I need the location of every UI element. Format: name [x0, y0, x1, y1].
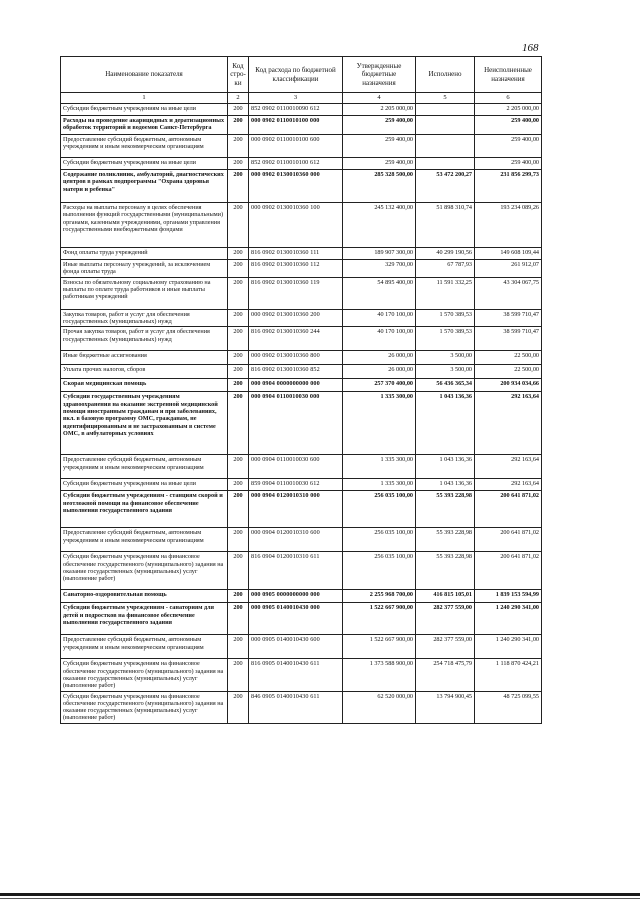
row-expense-code-cell: 816 0902 0130010360 112 — [249, 260, 343, 278]
row-approved-cell: 256 035 100,00 — [343, 528, 416, 552]
row-approved-cell: 256 035 100,00 — [343, 552, 416, 590]
column-number: 5 — [416, 93, 475, 104]
row-executed-cell: 55 393 228,98 — [416, 491, 475, 528]
row-name-cell: Содержание поликлиник, амбулаторий, диагностических центров в рамках подпрограммы "Охрана здоровья матери и ребенка" — [61, 170, 228, 203]
row-expense-code-cell: 000 0902 0110010100 600 — [249, 135, 343, 158]
row-line-code-cell: 200 — [228, 203, 249, 248]
row-approved-cell: 256 035 100,00 — [343, 491, 416, 528]
row-expense-code-cell: 000 0902 0130010360 200 — [249, 309, 343, 327]
row-line-code-cell: 200 — [228, 158, 249, 170]
row-expense-code-cell: 816 0905 0140010430 611 — [249, 659, 343, 691]
table-body — [61, 104, 542, 724]
row-line-code-cell: 200 — [228, 248, 249, 260]
row-unexecuted-cell: 22 500,00 — [475, 365, 542, 379]
table-row — [61, 327, 542, 351]
row-expense-code-cell: 859 0904 0110010030 612 — [249, 479, 343, 491]
row-executed-cell: 40 299 190,56 — [416, 248, 475, 260]
row-expense-code-cell: 000 0904 0110010030 000 — [249, 392, 343, 455]
row-expense-code-cell: 816 0902 0130010360 119 — [249, 277, 343, 309]
row-name-cell: Иные бюджетные ассигнования — [61, 351, 228, 365]
row-executed-cell: 55 393 228,98 — [416, 528, 475, 552]
row-expense-code-cell: 000 0905 0140010430 000 — [249, 603, 343, 635]
row-name-cell: Предоставление субсидий бюджетным, автономным учреждениям и иным некоммерческим организациям — [61, 455, 228, 479]
row-approved-cell: 1 522 667 900,00 — [343, 603, 416, 635]
row-executed-cell: 282 377 559,00 — [416, 635, 475, 659]
row-line-code-cell: 200 — [228, 365, 249, 379]
row-name-cell: Предоставление субсидий бюджетным, автономным учреждениям и иным некоммерческим организациям — [61, 135, 228, 158]
row-line-code-cell: 200 — [228, 135, 249, 158]
table-row — [61, 104, 542, 116]
row-expense-code-cell: 000 0902 0130010360 100 — [249, 203, 343, 248]
header-executed: Исполнено — [416, 57, 475, 93]
row-executed-cell: 1 570 389,53 — [416, 327, 475, 351]
row-line-code-cell: 200 — [228, 309, 249, 327]
row-unexecuted-cell: 38 599 710,47 — [475, 309, 542, 327]
row-executed-cell: 3 500,00 — [416, 365, 475, 379]
row-unexecuted-cell: 1 839 153 594,99 — [475, 590, 542, 603]
row-name-cell: Иные выплаты персоналу учреждений, за исключением фонда оплаты труда — [61, 260, 228, 278]
row-executed-cell: 55 393 228,98 — [416, 552, 475, 590]
row-unexecuted-cell: 200 641 871,02 — [475, 552, 542, 590]
table-row — [61, 659, 542, 691]
row-expense-code-cell: 000 0905 0000000000 000 — [249, 590, 343, 603]
row-line-code-cell: 200 — [228, 277, 249, 309]
row-unexecuted-cell: 231 856 299,73 — [475, 170, 542, 203]
row-line-code-cell: 200 — [228, 351, 249, 365]
column-number: 3 — [249, 93, 343, 104]
row-executed-cell: 11 591 332,25 — [416, 277, 475, 309]
row-approved-cell: 62 520 000,00 — [343, 691, 416, 723]
row-line-code-cell: 200 — [228, 691, 249, 723]
header-approved: Утвержденные бюджетные назначения — [343, 57, 416, 93]
row-unexecuted-cell: 2 205 000,00 — [475, 104, 542, 116]
row-line-code-cell: 200 — [228, 392, 249, 455]
row-name-cell: Субсидии бюджетным учреждениям на финансовое обеспечение государственного (муниципального) задания на оказание государственных (муниципальных) услуг (выполнение работ) — [61, 659, 228, 691]
row-expense-code-cell: 000 0902 0130010360 000 — [249, 170, 343, 203]
row-executed-cell: 1 043 136,36 — [416, 455, 475, 479]
table-row — [61, 277, 542, 309]
row-unexecuted-cell: 200 934 034,66 — [475, 379, 542, 392]
row-expense-code-cell: 000 0904 0110010030 600 — [249, 455, 343, 479]
row-name-cell: Субсидии бюджетным учреждениям на финансовое обеспечение государственного (муниципального) задания на оказание государственных (муниципальных) услуг (выполнение работ) — [61, 552, 228, 590]
table-row — [61, 455, 542, 479]
row-unexecuted-cell: 292 163,64 — [475, 392, 542, 455]
row-name-cell: Субсидии бюджетным учреждениям на финансовое обеспечение государственного (муниципального) задания на оказание государственных (муниципальных) услуг (выполнение работ) — [61, 691, 228, 723]
row-line-code-cell: 200 — [228, 104, 249, 116]
row-executed-cell: 13 794 900,45 — [416, 691, 475, 723]
column-number: 1 — [61, 93, 228, 104]
row-approved-cell: 1 335 300,00 — [343, 479, 416, 491]
page-bottom-edge-line — [0, 898, 640, 899]
row-unexecuted-cell: 193 234 089,26 — [475, 203, 542, 248]
row-executed-cell — [416, 135, 475, 158]
row-executed-cell: 1 043 136,36 — [416, 479, 475, 491]
row-expense-code-cell: 000 0902 0110010100 000 — [249, 116, 343, 135]
row-line-code-cell: 200 — [228, 590, 249, 603]
row-executed-cell: 67 787,93 — [416, 260, 475, 278]
table-row — [61, 158, 542, 170]
row-name-cell: Субсидии бюджетным учреждениям - санаториям для детей и подростков на финансовое обеспечение выполнения государственного задания — [61, 603, 228, 635]
row-executed-cell: 416 815 105,01 — [416, 590, 475, 603]
row-unexecuted-cell: 200 641 871,02 — [475, 491, 542, 528]
row-name-cell: Санаторно-оздоровительная помощь — [61, 590, 228, 603]
row-line-code-cell: 200 — [228, 491, 249, 528]
row-approved-cell: 245 132 400,00 — [343, 203, 416, 248]
row-line-code-cell: 200 — [228, 170, 249, 203]
row-line-code-cell: 200 — [228, 635, 249, 659]
row-expense-code-cell: 816 0902 0130010360 244 — [249, 327, 343, 351]
row-approved-cell: 54 895 400,00 — [343, 277, 416, 309]
row-name-cell: Уплата прочих налогов, сборов — [61, 365, 228, 379]
row-line-code-cell: 200 — [228, 455, 249, 479]
table-row — [61, 135, 542, 158]
row-expense-code-cell: 000 0904 0000000000 000 — [249, 379, 343, 392]
row-name-cell: Скорая медицинская помощь — [61, 379, 228, 392]
row-executed-cell: 3 500,00 — [416, 351, 475, 365]
row-unexecuted-cell: 292 163,64 — [475, 455, 542, 479]
page-number: 168 — [522, 42, 539, 54]
table-row — [61, 260, 542, 278]
row-expense-code-cell: 852 0902 0110010090 612 — [249, 104, 343, 116]
row-line-code-cell: 200 — [228, 379, 249, 392]
table-row — [61, 248, 542, 260]
row-expense-code-cell: 000 0902 0130010360 800 — [249, 351, 343, 365]
header-name: Наименование показателя — [61, 57, 228, 93]
table-row — [61, 691, 542, 723]
table-row — [61, 351, 542, 365]
header-unexecuted: Неисполненные назначения — [475, 57, 542, 93]
row-executed-cell: 1 570 389,53 — [416, 309, 475, 327]
row-approved-cell: 40 170 100,00 — [343, 309, 416, 327]
row-executed-cell: 56 436 365,34 — [416, 379, 475, 392]
table-row — [61, 203, 542, 248]
table-row — [61, 479, 542, 491]
row-name-cell: Расходы на выплаты персоналу в целях обеспечения выполнения функций государственными (муниципальными) органами, казенными учреждениями, органами управления государственными внебюджетными фондами — [61, 203, 228, 248]
column-number: 4 — [343, 93, 416, 104]
row-unexecuted-cell: 1 240 290 341,00 — [475, 603, 542, 635]
row-name-cell: Субсидии бюджетным учреждениям на иные цели — [61, 158, 228, 170]
row-approved-cell: 259 400,00 — [343, 158, 416, 170]
row-executed-cell: 1 043 136,36 — [416, 392, 475, 455]
table-row — [61, 528, 542, 552]
table-row — [61, 635, 542, 659]
row-expense-code-cell: 000 0904 0120010310 600 — [249, 528, 343, 552]
row-approved-cell: 2 255 968 700,00 — [343, 590, 416, 603]
row-name-cell: Предоставление субсидий бюджетным, автономным учреждениям и иным некоммерческим организациям — [61, 635, 228, 659]
row-name-cell: Фонд оплаты труда учреждений — [61, 248, 228, 260]
row-name-cell: Расходы на проведение акарицидных и дератизационных обработок территорий и водоемов Санкт-Петербурга — [61, 116, 228, 135]
row-approved-cell: 259 400,00 — [343, 116, 416, 135]
table-row — [61, 590, 542, 603]
row-name-cell: Закупка товаров, работ и услуг для обеспечения государственных (муниципальных) нужд — [61, 309, 228, 327]
row-unexecuted-cell: 292 163,64 — [475, 479, 542, 491]
row-name-cell: Прочая закупка товаров, работ и услуг для обеспечения государственных (муниципальных) нужд — [61, 327, 228, 351]
budget-execution-table — [60, 56, 542, 724]
table-row — [61, 309, 542, 327]
row-name-cell: Предоставление субсидий бюджетным, автономным учреждениям и иным некоммерческим организациям — [61, 528, 228, 552]
row-expense-code-cell: 816 0902 0130010360 852 — [249, 365, 343, 379]
row-expense-code-cell: 816 0904 0120010310 611 — [249, 552, 343, 590]
column-number: 6 — [475, 93, 542, 104]
row-executed-cell — [416, 104, 475, 116]
row-name-cell: Субсидии государственным учреждениям здравоохранения на оказание экстренной медицинской помощи иностранным гражданам и при заболеваниях, вкл. в базовую программу ОМС, гражданам, не идентифицированным и не застрахованным в системе ОМС, в амбулаторных условиях — [61, 392, 228, 455]
row-line-code-cell: 200 — [228, 528, 249, 552]
table-row — [61, 603, 542, 635]
row-unexecuted-cell: 200 641 871,02 — [475, 528, 542, 552]
row-name-cell: Взносы по обязательному социальному страхованию на выплаты по оплате труда работников и иные выплаты работникам учреждений — [61, 277, 228, 309]
row-expense-code-cell: 000 0904 0120010310 000 — [249, 491, 343, 528]
row-expense-code-cell: 846 0905 0140010430 611 — [249, 691, 343, 723]
row-approved-cell: 26 000,00 — [343, 351, 416, 365]
row-line-code-cell: 200 — [228, 479, 249, 491]
row-line-code-cell: 200 — [228, 552, 249, 590]
row-approved-cell: 2 205 000,00 — [343, 104, 416, 116]
header-expense-code: Код расхода по бюджетной классификации — [249, 57, 343, 93]
table-row — [61, 365, 542, 379]
page-bottom-edge — [0, 893, 640, 896]
row-unexecuted-cell: 259 400,00 — [475, 158, 542, 170]
row-unexecuted-cell: 149 608 109,44 — [475, 248, 542, 260]
header-line-code: Код стро-ки — [228, 57, 249, 93]
row-executed-cell: 254 718 475,79 — [416, 659, 475, 691]
row-line-code-cell: 200 — [228, 603, 249, 635]
row-expense-code-cell: 816 0902 0130010360 111 — [249, 248, 343, 260]
row-line-code-cell: 200 — [228, 327, 249, 351]
row-name-cell: Субсидии бюджетным учреждениям на иные цели — [61, 479, 228, 491]
row-executed-cell: 282 377 559,00 — [416, 603, 475, 635]
table-row — [61, 170, 542, 203]
row-name-cell: Субсидии бюджетным учреждениям на иные цели — [61, 104, 228, 116]
row-expense-code-cell: 000 0905 0140010430 600 — [249, 635, 343, 659]
row-line-code-cell: 200 — [228, 260, 249, 278]
row-expense-code-cell: 852 0902 0110010100 612 — [249, 158, 343, 170]
row-unexecuted-cell: 261 912,07 — [475, 260, 542, 278]
table-row — [61, 379, 542, 392]
column-number: 2 — [228, 93, 249, 104]
row-approved-cell: 1 522 667 900,00 — [343, 635, 416, 659]
row-unexecuted-cell: 1 118 870 424,21 — [475, 659, 542, 691]
table-row — [61, 552, 542, 590]
row-approved-cell: 259 400,00 — [343, 135, 416, 158]
table-row — [61, 392, 542, 455]
row-executed-cell: 51 898 310,74 — [416, 203, 475, 248]
row-approved-cell: 1 335 300,00 — [343, 455, 416, 479]
table-row — [61, 116, 542, 135]
row-unexecuted-cell: 38 599 710,47 — [475, 327, 542, 351]
row-unexecuted-cell: 22 500,00 — [475, 351, 542, 365]
row-executed-cell: 53 472 200,27 — [416, 170, 475, 203]
row-approved-cell: 329 700,00 — [343, 260, 416, 278]
row-approved-cell: 1 335 300,00 — [343, 392, 416, 455]
row-name-cell: Субсидии бюджетным учреждениям - станциям скорой и неотложной помощи на финансовое обеспечение выполнения государственного задания — [61, 491, 228, 528]
row-approved-cell: 26 000,00 — [343, 365, 416, 379]
table-row — [61, 491, 542, 528]
row-line-code-cell: 200 — [228, 659, 249, 691]
row-approved-cell: 189 907 300,00 — [343, 248, 416, 260]
row-unexecuted-cell: 259 400,00 — [475, 116, 542, 135]
row-unexecuted-cell: 259 400,00 — [475, 135, 542, 158]
row-line-code-cell: 200 — [228, 116, 249, 135]
row-approved-cell: 40 170 100,00 — [343, 327, 416, 351]
row-executed-cell — [416, 116, 475, 135]
row-unexecuted-cell: 1 240 290 341,00 — [475, 635, 542, 659]
row-approved-cell: 257 370 400,00 — [343, 379, 416, 392]
row-approved-cell: 1 373 588 900,00 — [343, 659, 416, 691]
row-executed-cell — [416, 158, 475, 170]
column-numbers-row — [61, 93, 542, 104]
row-unexecuted-cell: 48 725 099,55 — [475, 691, 542, 723]
row-unexecuted-cell: 43 304 067,75 — [475, 277, 542, 309]
row-approved-cell: 285 328 500,00 — [343, 170, 416, 203]
table-header-row — [61, 57, 542, 93]
